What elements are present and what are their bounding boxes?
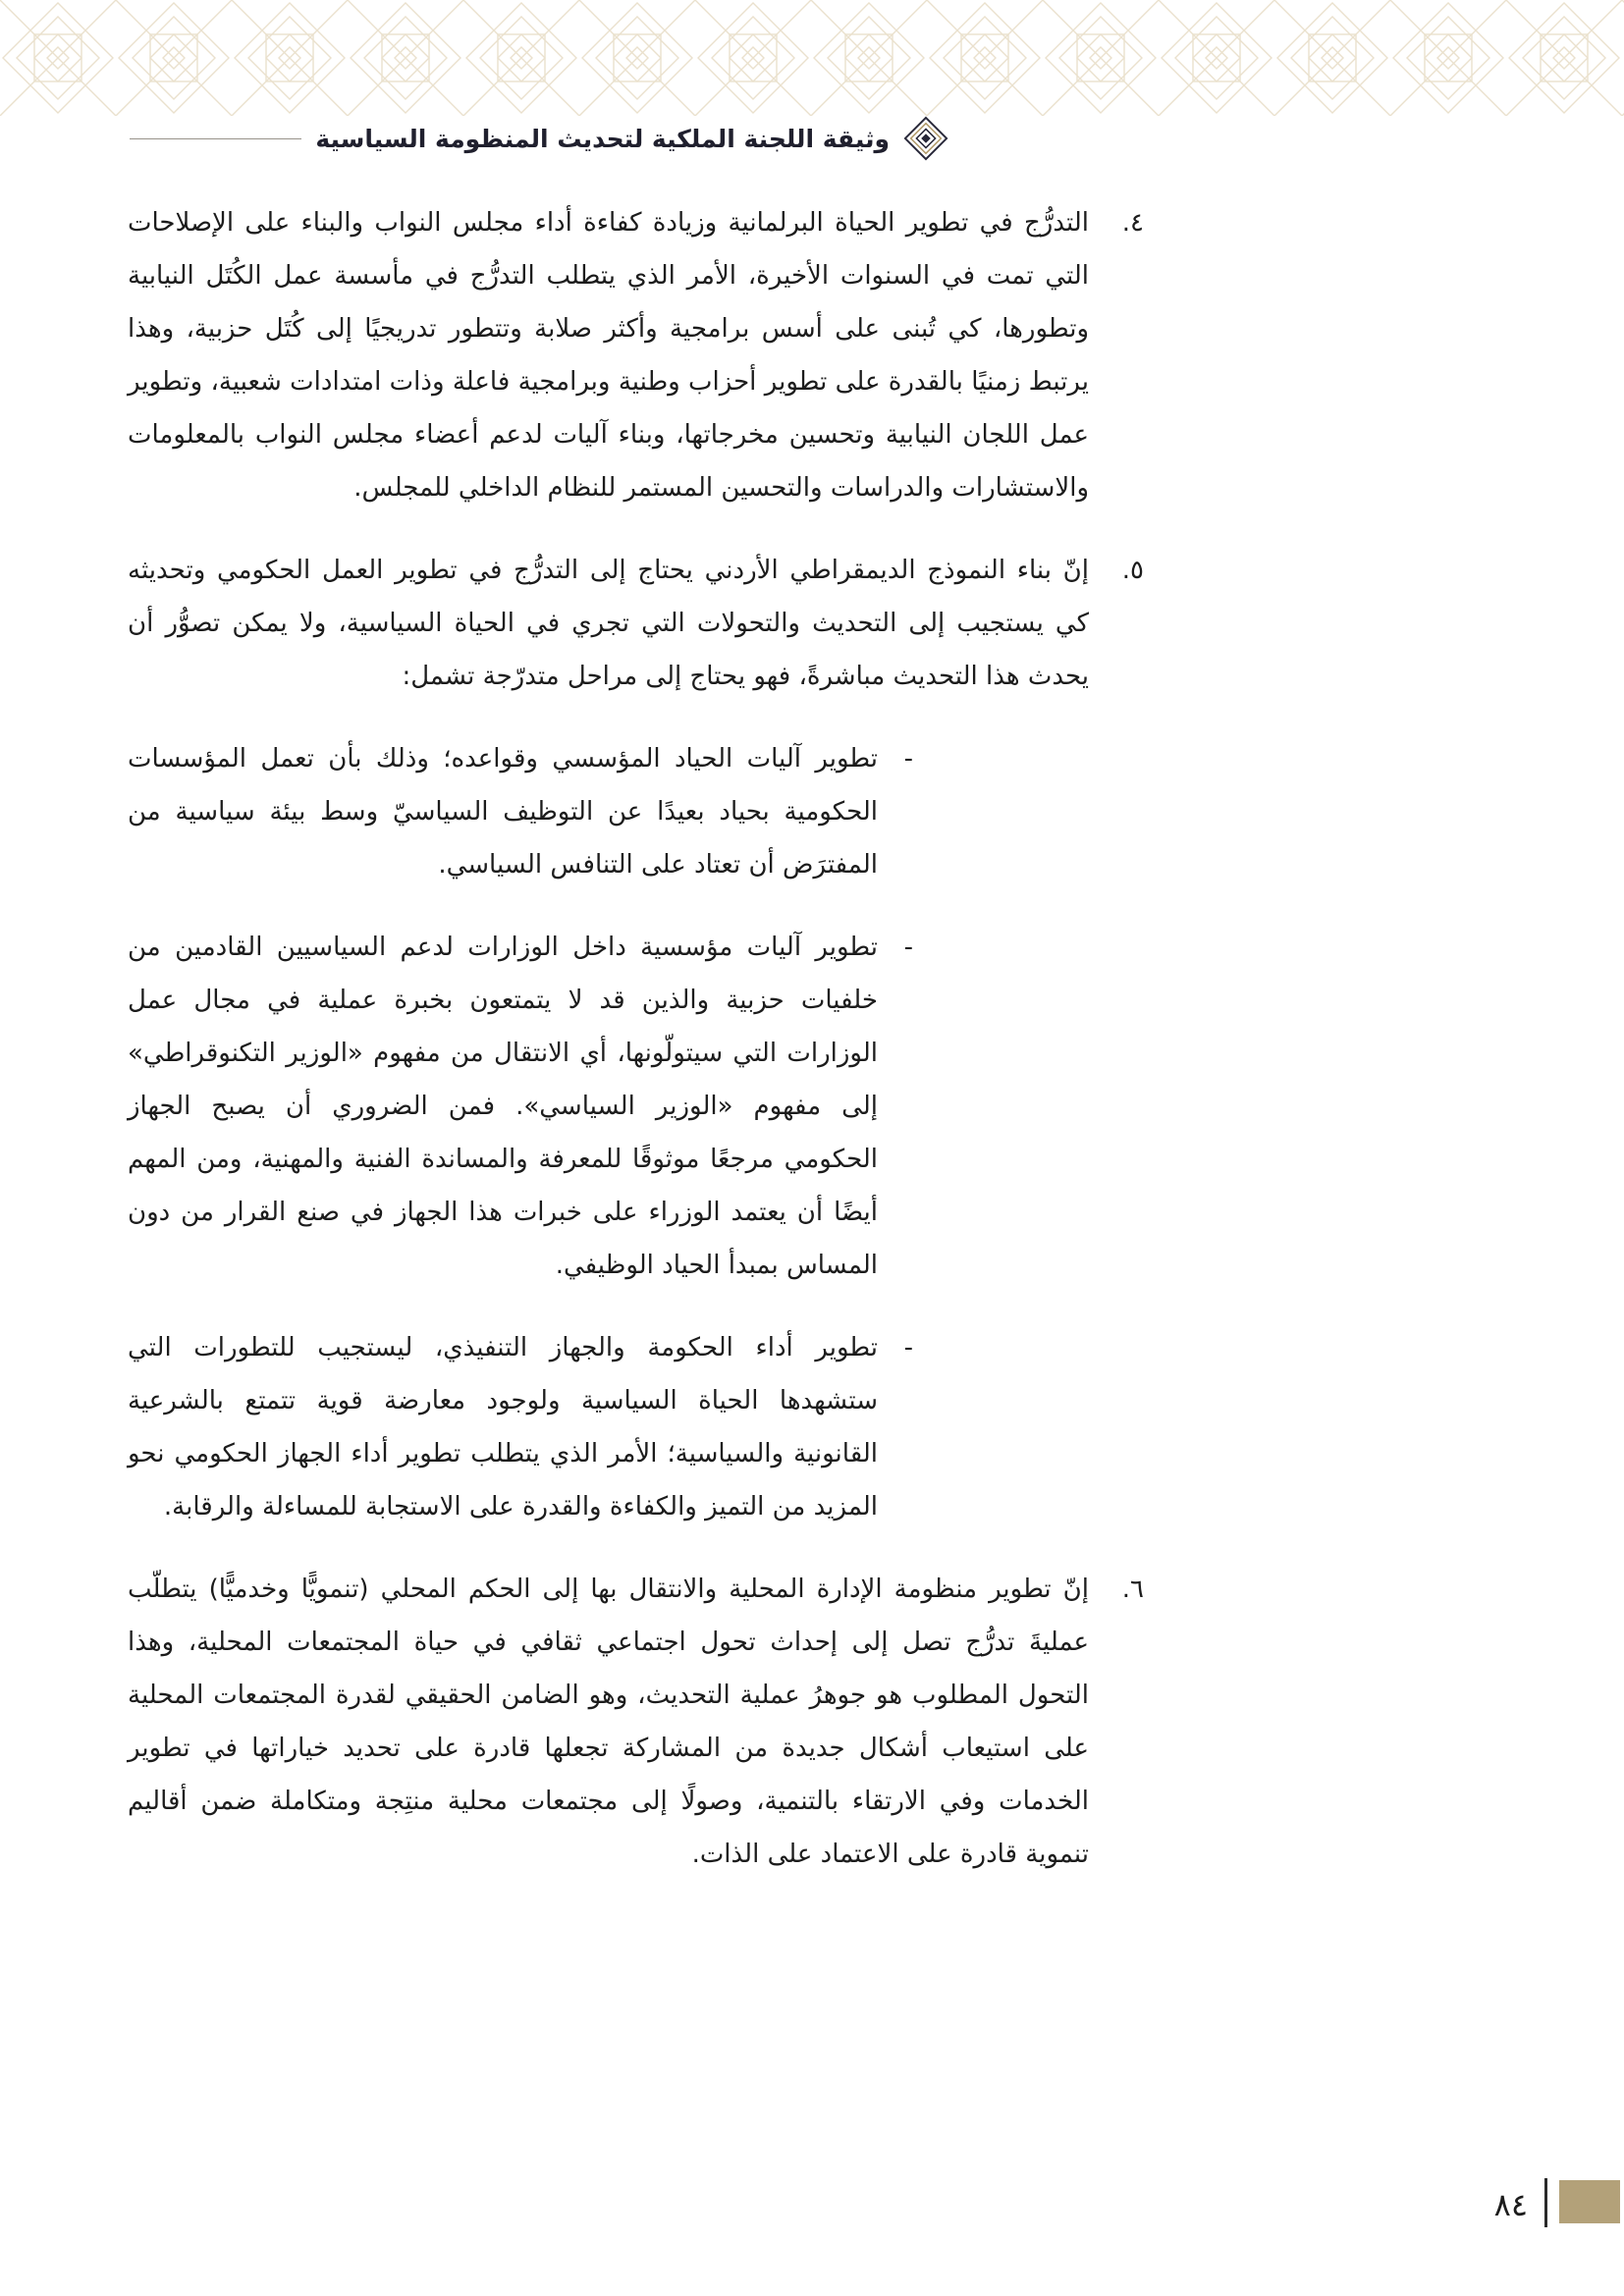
document-title: وثيقة اللجنة الملكية لتحديث المنظومة السياسية: [315, 124, 890, 153]
document-body: [128, 196, 1144, 1910]
geometric-pattern-art: [0, 0, 1624, 116]
page-number: ٨٤: [1493, 2186, 1528, 2223]
item-number: ٤.: [1121, 208, 1144, 238]
dash-marker: -: [903, 933, 913, 962]
sub-item-text: تطوير آليات مؤسسية داخل الوزارات لدعم السياسيين القادمين من خلفيات حزبية والذين قد لا يتمتعون بخبرة عملية في مجال عمل الوزارات التي سيتولّونها، أي الانتقال من مفهوم «الوزير التكنوقراطي» إلى مفهوم «الوزير السياسي». فمن الضروري أن يصبح الجهاز الحكومي مرجعًا موثوقًا للمعرفة والمساندة الفنية والمهنية، ومن المهم أيضًا أن يعتمد الوزراء على خبرات هذا الجهاز في صنع القرار من دون المساس بمبدأ الحياد الوظيفي.: [128, 933, 878, 1280]
footer-divider: [1544, 2178, 1547, 2227]
item-number: ٦.: [1121, 1575, 1144, 1604]
running-header: [128, 114, 948, 163]
sub-item-1: [128, 732, 913, 891]
sub-item-text: تطوير آليات الحياد المؤسسي وقواعده؛ وذلك بأن تعمل المؤسسات الحكومية بحياد بعيدًا عن التوظيف السياسيّ وسط بيئة سياسية من المفترَض أن تعتاد على التنافس السياسي.: [128, 744, 878, 880]
numbered-item-4: [128, 196, 1144, 514]
sub-item-2: [128, 921, 913, 1292]
dash-marker: -: [903, 1333, 913, 1362]
item-text: إنّ تطوير منظومة الإدارة المحلية والانتقال بها إلى الحكم المحلي (تنمويًّا وخدميًّا) يتطلّب عمليةَ تدرُّج تصل إلى إحداث تحول اجتماعي ثقافي في حياة المجتمعات المحلية، وهذا التحول المطلوب هو جوهرُ عملية التحديث، وهو الضامن الحقيقي لقدرة المجتمعات المحلية على استيعاب أشكال جديدة من المشاركة تجعلها قادرة على تحديد خياراتها في تطوير الخدمات وفي الارتقاء بالتنمية، وصولًا إلى مجتمعات محلية منتِجة ومتكاملة ضمن أقاليم تنموية قادرة على الاعتماد على الذات.: [128, 1575, 1089, 1869]
sub-item-text: تطوير أداء الحكومة والجهاز التنفيذي، ليستجيب للتطورات التي ستشهدها الحياة السياسية ولوجود معارضة قوية تتمتع بالشرعية القانونية والسياسية؛ الأمر الذي يتطلب تطوير أداء الجهاز الحكومي نحو المزيد من التميز والكفاءة والقدرة على الاستجابة للمساءلة والرقابة.: [128, 1333, 878, 1522]
numbered-item-6: [128, 1563, 1144, 1881]
decorative-pattern-band: [0, 0, 1624, 116]
footer-gold-block: [1559, 2180, 1620, 2223]
numbered-item-5: [128, 544, 1144, 703]
item-text: التدرُّج في تطوير الحياة البرلمانية وزيادة كفاءة أداء مجلس النواب والبناء على الإصلاحات التي تمت في السنوات الأخيرة، الأمر الذي يتطلب التدرُّج في مأسسة عمل الكُتَل النيابية وتطورها، كي تُبنى على أسس برامجية وأكثر صلابة وتتطور تدريجيًا إلى كُتَل حزبية، وهذا يرتبط زمنيًا بالقدرة على تطوير أحزاب وطنية وبرامجية فاعلة وذات امتدادات شعبية، وتطوير عمل اللجان النيابية وتحسين مخرجاتها، وبناء آليات لدعم أعضاء مجلس النواب بالمعلومات والاستشارات والدراسات والتحسين المستمر للنظام الداخلي للمجلس.: [128, 208, 1089, 503]
item-text: إنّ بناء النموذج الديمقراطي الأردني يحتاج إلى التدرُّج في تطوير العمل الحكومي وتحديثه كي يستجيب إلى التحديث والتحولات التي تجري في الحياة السياسية، ولا يمكن تصوُّر أن يحدث هذا التحديث مباشرةً، فهو يحتاج إلى مراحل متدرّجة تشمل:: [128, 556, 1089, 691]
dash-marker: -: [903, 744, 913, 774]
diamond-ornament-icon: [903, 116, 948, 161]
sub-item-3: [128, 1321, 913, 1533]
header-rule: [130, 138, 301, 139]
item-number: ٥.: [1121, 556, 1144, 585]
